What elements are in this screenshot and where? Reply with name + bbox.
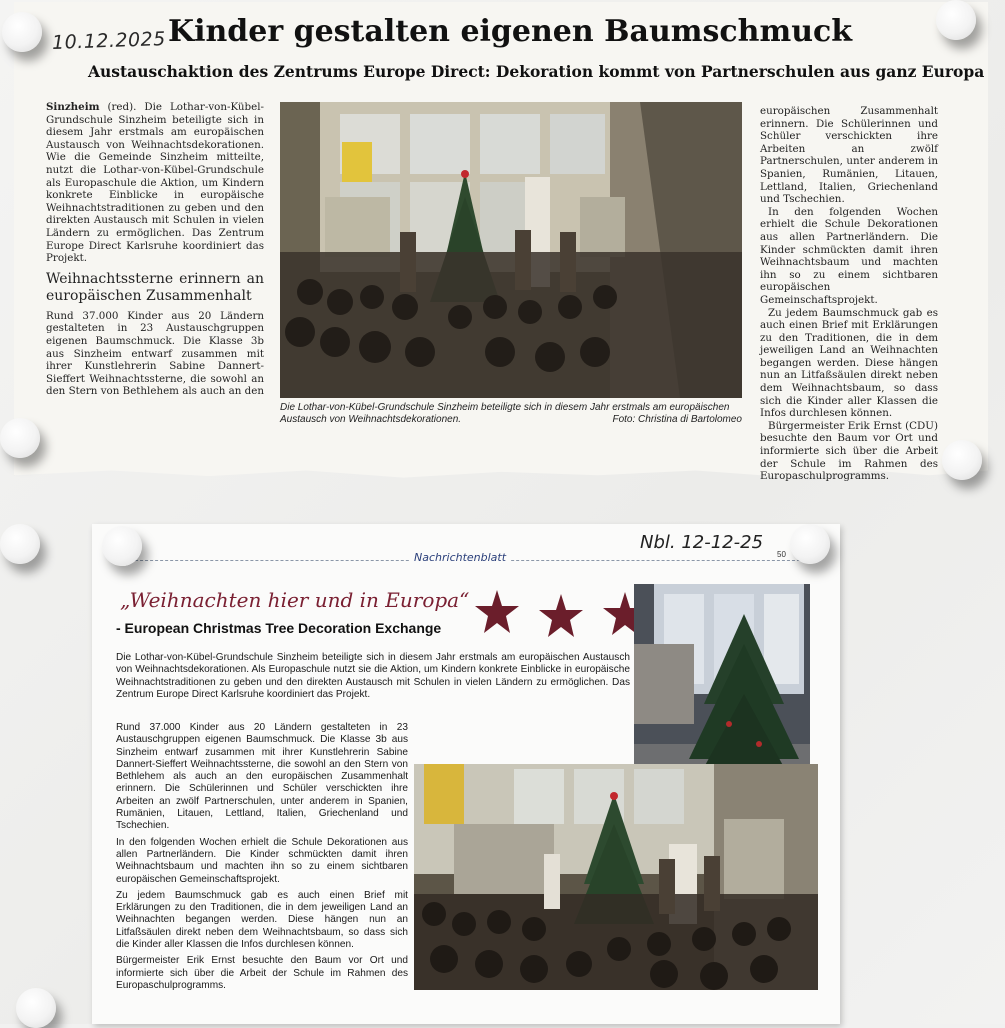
article-body [116,722,408,996]
article-subtitle: - European Christmas Tree Decoration Exchange [116,620,442,636]
article-paragraph: Zu jedem Baumschmuck gab es auch einen Brief mit Erklärungen zu den Traditionen, die in dem jeweiligen Land an Weihnachten begangen werden. Diese hängen nun an Litfaßsäulen direkt neben dem Weihnachtsbaum, so dass sich die Kinder aller Klassen die Infos durchlesen können. [116,889,408,951]
school-tree-photo [280,102,742,398]
newsletter-brand: Nachrichtenblatt [410,551,510,564]
article-paragraph: (red). Die Lothar-von-Kübel-Grundschule Sinzheim beteiligte sich in diesem Jahr erstmals am europäischen Austausch von Weihnachtsdekorationen. Wie die Gemeinde Sinzheim mitteilte, nutzt die Lothar-von-Kübel-Grundschule als Europaschule die Aktion, um Kindern konkrete Einblicke in europäische Weihnachtstraditionen zu geben und den direkten Austausch mit Schulen in vielen Ländern zu ermöglichen. Das Zentrum Europe Direct Karlsruhe koordiniert das Projekt. [46,101,264,265]
dateline: Sinzheim [46,101,100,113]
article-intro [116,652,630,705]
photo-caption [280,402,742,426]
pushpin-icon [2,12,42,52]
article-paragraph: Rund 37.000 Kinder aus 20 Ländern gestalteten in 23 Austauschgruppen eigenen Baumschmuck. Die Klasse 3b aus Sinzheim entwarf zusammen mit ihrer Kunstlehrerin Sabine Dannert-Sieffert Weihnachtssterne, die sowohl an den Stern von Bethlehem als auch an den europäischen Zusammenhalt erinnern. Die Schülerinnen und Schüler verschickten ihre Arbeiten an zwölf Partnerschulen, unter anderem in Spanien, Rumänien, Litauen, Lettland, Italien, Griechenland und Tschechien. [116,722,408,832]
article-paragraph: Bürgermeister Erik Ernst besuchte den Baum vor Ort und informierte sich über die Arbeit der Schule im Rahmen des Europaschulprogramms. [116,955,408,991]
pushpin-icon [102,526,142,566]
photo-illustration [414,764,818,990]
handwritten-date: 10.12.2025 [51,28,167,54]
pushpin-icon [936,0,976,40]
article-column-1 [46,101,264,398]
article-headline: Kinder gestalten eigenen Baumschmuck [168,14,853,49]
article-paragraph: In den folgenden Wochen erhielt die Schule Dekorationen aus allen Partnerländern. Die Kinder schmückten damit ihren Weihnachtsbaum und machten ihn so zu einem sichtbaren europäischen Gemeinschaftsprojekt. [760,205,938,306]
decorative-stars [475,588,650,640]
article-paragraph: Rund 37.000 Kinder aus 20 Ländern gestalteten in 23 Austauschgruppen eigenen Baumschmuck. Die Klasse 3b aus Sinzheim entwarf zusammen mit ihrer Kunstlehrerin Sabine Dannert-Sieffert Weihnachtssterne, die sowohl an den Stern von Bethlehem als auch an den [46,309,264,398]
photo-illustration [280,102,742,398]
star-icon [539,594,583,637]
pushpin-icon [790,524,830,564]
article-paragraph: Zu jedem Baumschmuck gab es auch einen Brief mit Erklärungen zu den Traditionen, die in dem jeweiligen Land an Weihnachten begangen werden. Diese hängen nun an Litfaßsäulen direkt neben dem Weihnachtsbaum, so dass sich die Kinder aller Klassen die Infos durchlesen können. [760,306,938,420]
article-paragraph: europäischen Zusammenhalt erinnern. Die Schülerinnen und Schüler verschickten ihre Arbeiten an zwölf Partnerschulen, unter anderem in Spanien, Rumänien, Litauen, Lettland, Italien, Griechenland und Tschechien. [760,105,938,206]
article-title: „Weihnachten hier und in Europa“ [120,588,470,612]
page-number: 50 [777,550,786,559]
pushpin-icon [0,524,40,564]
star-icon [475,590,519,633]
article-subhead: Weihnachtssterne erinnern an europäischen Zusammenhalt [46,270,264,304]
article-paragraph: Die Lothar-von-Kübel-Grundschule Sinzheim beteiligte sich in diesem Jahr erstmals am europäischen Austausch von Weihnachtsdekorationen. Als Europaschule nutzt sie die Aktion, um Kindern konkrete Einblicke in europäische Weihnachtstraditionen zu geben und den direkten Austausch mit Schulen in vielen Ländern zu ermöglichen. Das Zentrum Europe Direct Karlsruhe koordiniert das Projekt. [116,652,630,700]
pushpin-icon [16,988,56,1028]
caption-text: Die Lothar-von-Kübel-Grundschule Sinzheim beteiligte sich in diesem Jahr erstmals am europäischen Austausch von Weihnachtsdekorationen. [280,402,730,425]
article-paragraph: In den folgenden Wochen erhielt die Schule Dekorationen aus allen Partnerländern. Die Kinder schmückten damit ihren Weihnachtsbaum und machten ihn so zu einem sichtbaren europäischen Gemeinschaftsprojekt. [116,836,408,885]
pushpin-icon [942,440,982,480]
photo-credit: Foto: Christina di Bartolomeo [612,414,742,425]
article-column-3 [760,105,938,483]
pushpin-icon [0,418,40,458]
handwritten-note: Nbl. 12-12-25 [640,532,764,553]
school-assembly-photo [414,764,818,990]
article-paragraph: Bürgermeister Erik Ernst (CDU) besuchte den Baum vor Ort und informierte sich über die Arbeit der Schule im Rahmen des Europaschulprogramms. [760,419,938,483]
article-subheadline: Austauschaktion des Zentrums Europe Direct: Dekoration kommt von Partnerschulen aus ganz Europa [88,62,985,81]
